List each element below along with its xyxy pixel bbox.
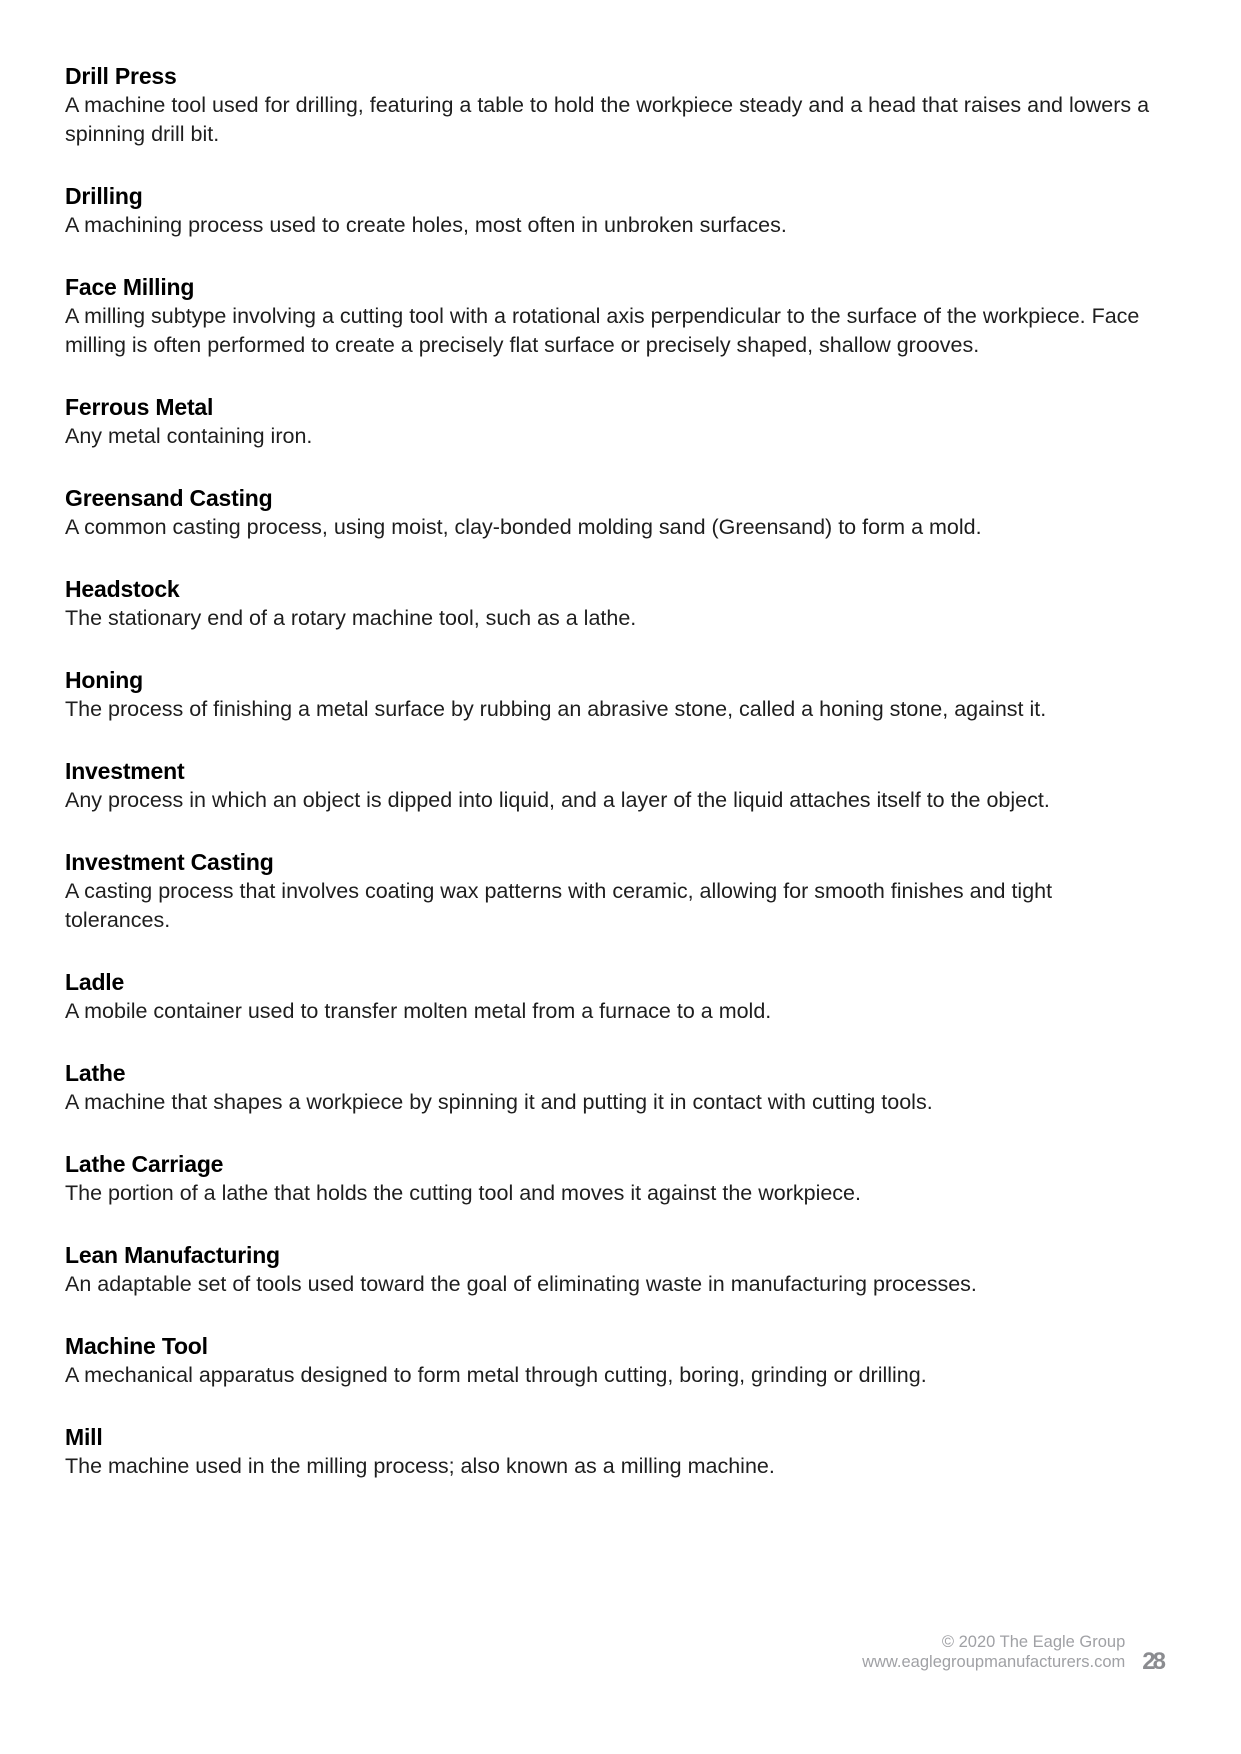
- glossary-entry: [65, 273, 1151, 360]
- glossary-definition: A machining process used to create holes, most often in unbroken surfaces.: [65, 213, 787, 237]
- glossary-entry: [65, 968, 1151, 1026]
- glossary-definition: A machine tool used for drilling, featuring a table to hold the workpiece steady and a head that raises and lowers a spinning drill bit.: [65, 93, 1150, 146]
- glossary-entry: [65, 575, 1151, 633]
- glossary-term: Greensand Casting: [65, 485, 273, 511]
- glossary-definition: A milling subtype involving a cutting tool with a rotational axis perpendicular to the surface of the workpiece. Face milling is often performed to create a precisely flat surface or precisely shaped, shallow grooves.: [65, 304, 1140, 357]
- glossary-term: Lean Manufacturing: [65, 1242, 280, 1268]
- glossary-term: Machine Tool: [65, 1333, 208, 1359]
- glossary-entry: [65, 484, 1151, 542]
- glossary-entry: [65, 1332, 1151, 1390]
- glossary-term: Lathe: [65, 1060, 126, 1086]
- glossary-definition: A machine that shapes a workpiece by spinning it and putting it in contact with cutting tools.: [65, 1090, 933, 1114]
- footer-text: [862, 1632, 1125, 1672]
- page-footer: [862, 1632, 1163, 1675]
- glossary-definition: Any process in which an object is dipped into liquid, and a layer of the liquid attaches itself to the object.: [65, 788, 1050, 812]
- glossary-entry: [65, 757, 1151, 815]
- glossary-entry: [65, 1241, 1151, 1299]
- copyright-line: © 2020 The Eagle Group: [941, 1633, 1126, 1651]
- glossary-term: Face Milling: [65, 274, 195, 300]
- glossary-definition: The portion of a lathe that holds the cutting tool and moves it against the workpiece.: [65, 1181, 861, 1205]
- glossary-term: Lathe Carriage: [65, 1151, 224, 1177]
- glossary-term: Drill Press: [65, 63, 177, 89]
- glossary-definition: An adaptable set of tools used toward the goal of eliminating waste in manufacturing processes.: [65, 1272, 977, 1296]
- glossary-entry: [65, 182, 1151, 240]
- glossary-term: Ferrous Metal: [65, 394, 214, 420]
- glossary-definition: Any metal containing iron.: [65, 424, 313, 448]
- page-number: 28: [1142, 1648, 1163, 1675]
- glossary-entry: [65, 1423, 1151, 1481]
- glossary-definition: The process of finishing a metal surface by rubbing an abrasive stone, called a honing stone, against it.: [65, 697, 1047, 721]
- glossary-entry: [65, 1059, 1151, 1117]
- glossary-entry: [65, 62, 1151, 149]
- glossary-definition: A mobile container used to transfer molten metal from a furnace to a mold.: [65, 999, 772, 1023]
- glossary-term: Honing: [65, 667, 143, 693]
- glossary-entry: [65, 666, 1151, 724]
- glossary-definition: A casting process that involves coating wax patterns with ceramic, allowing for smooth finishes and tight tolerances.: [65, 879, 1053, 932]
- glossary-definition: The machine used in the milling process; also known as a milling machine.: [65, 1454, 775, 1478]
- glossary-list: [65, 62, 1151, 1514]
- glossary-entry: [65, 1150, 1151, 1208]
- glossary-term: Ladle: [65, 969, 125, 995]
- glossary-term: Investment: [65, 758, 185, 784]
- glossary-term: Drilling: [65, 183, 143, 209]
- glossary-entry: [65, 848, 1151, 935]
- glossary-term: Investment Casting: [65, 849, 274, 875]
- glossary-definition: A mechanical apparatus designed to form metal through cutting, boring, grinding or drilling.: [65, 1363, 927, 1387]
- glossary-definition: The stationary end of a rotary machine tool, such as a lathe.: [65, 606, 637, 630]
- glossary-definition: A common casting process, using moist, clay-bonded molding sand (Greensand) to form a mold.: [65, 515, 982, 539]
- glossary-term: Mill: [65, 1424, 103, 1450]
- glossary-entry: [65, 393, 1151, 451]
- glossary-term: Headstock: [65, 576, 180, 602]
- website-line: www.eaglegroupmanufacturers.com: [862, 1653, 1126, 1671]
